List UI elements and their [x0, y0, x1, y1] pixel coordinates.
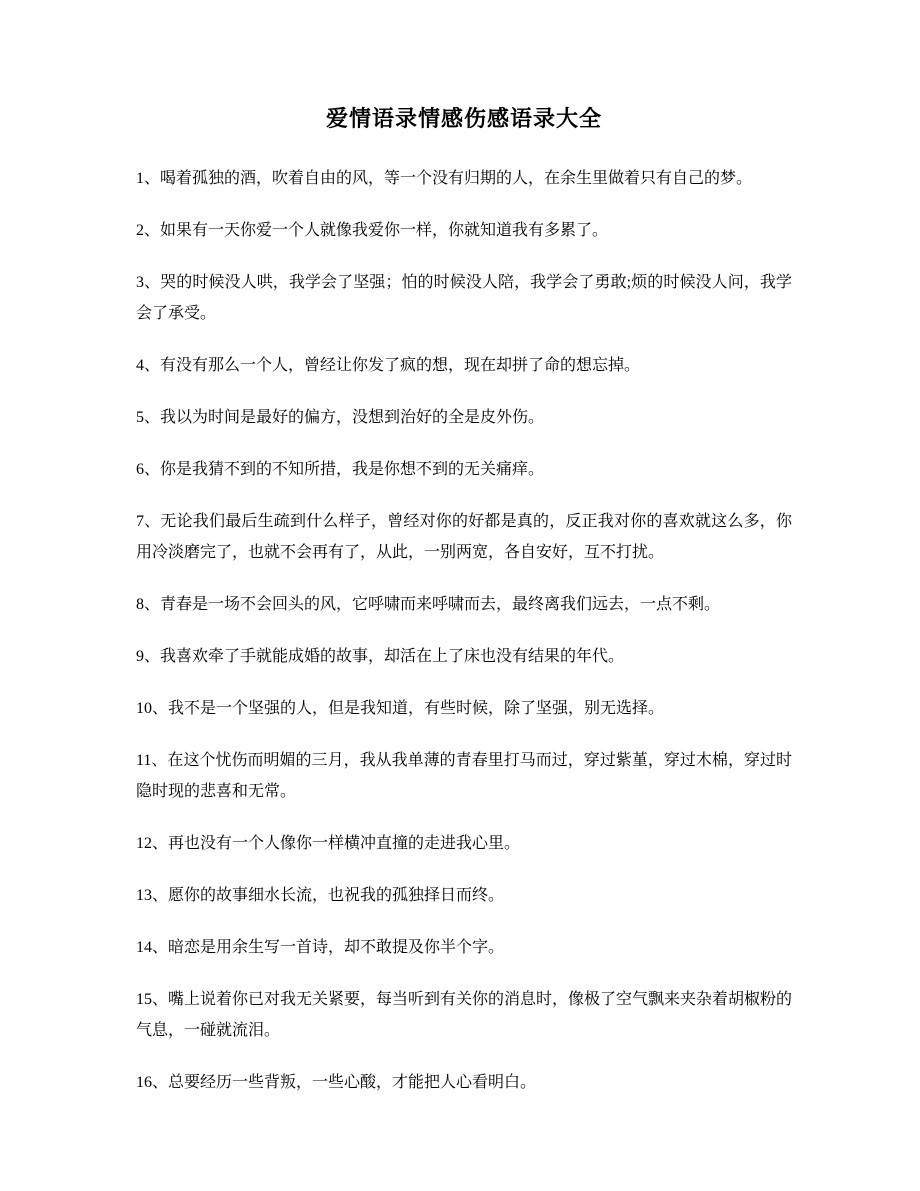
quote-item-5: 5、我以为时间是最好的偏方，没想到治好的全是皮外伤。 — [136, 409, 545, 426]
page-title: 爱情语录情感伤感语录大全 — [325, 106, 602, 131]
quote-item-9: 9、我喜欢牵了手就能成婚的故事，却活在上了床也没有结果的年代。 — [136, 648, 625, 665]
quote-item-16: 16、总要经历一些背叛，一些心酸，才能把人心看明白。 — [136, 1074, 537, 1091]
quote-item-10: 10、我不是一个坚强的人，但是我知道，有些时候，除了坚强，别无选择。 — [136, 700, 665, 717]
quote-item-11: 11、在这个忧伤而明媚的三月，我从我单薄的青春里打马而过，穿过紫堇，穿过木棉，穿过时隐时现的悲喜和无常。 — [136, 752, 792, 800]
quote-item-14: 14、暗恋是用余生写一首诗，却不敢提及你半个字。 — [136, 939, 505, 956]
quote-item-2: 2、如果有一天你爱一个人就像我爱你一样，你就知道我有多累了。 — [136, 222, 609, 239]
quote-item-15: 15、嘴上说着你已对我无关紧要，每当听到有关你的消息时，像极了空气飘来夹杂着胡椒粉的气息，一碰就流泪。 — [136, 991, 793, 1039]
quote-item-3: 3、哭的时候没人哄，我学会了坚强；怕的时候没人陪，我学会了勇敢;烦的时候没人问，我学会了承受。 — [136, 274, 792, 322]
quote-item-1: 1、喝着孤独的酒，吹着自由的风，等一个没有归期的人，在余生里做着只有自己的梦。 — [136, 170, 753, 187]
quote-item-12: 12、再也没有一个人像你一样横冲直撞的走进我心里。 — [136, 835, 521, 852]
quote-item-6: 6、你是我猜不到的不知所措，我是你想不到的无关痛痒。 — [136, 461, 545, 478]
quote-item-13: 13、愿你的故事细水长流，也祝我的孤独择日而终。 — [136, 887, 505, 904]
quote-item-7: 7、无论我们最后生疏到什么样子，曾经对你的好都是真的，反正我对你的喜欢就这么多，你用冷淡磨完了，也就不会再有了，从此，一别两宽，各自安好，互不打扰。 — [136, 513, 792, 561]
quote-item-4: 4、有没有那么一个人，曾经让你发了疯的想，现在却拼了命的想忘掉。 — [136, 357, 641, 374]
quote-item-8: 8、青春是一场不会回头的风，它呼啸而来呼啸而去，最终离我们远去，一点不剩。 — [136, 596, 721, 613]
